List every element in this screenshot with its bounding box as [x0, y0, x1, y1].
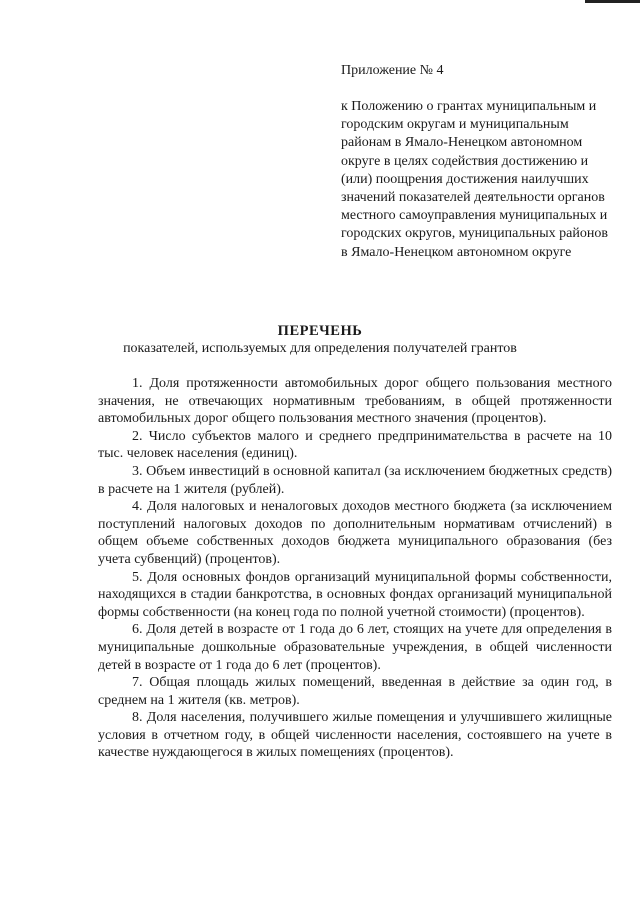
indicator-item-3: 3. Объем инвестиций в основной капитал (за исключением бюджетных средств) в расчете на 1 жителя (рублей). — [98, 463, 612, 497]
indicator-item-7: 7. Общая площадь жилых помещений, введенная в действие за один год, в среднем на 1 жителя (кв. метров). — [98, 675, 612, 708]
indicator-item-2: 2. Число субъектов малого и среднего предпринимательства в расчете на 10 тыс. человек населения (единиц). — [98, 428, 612, 462]
document-title: ПЕРЕЧЕНЬ — [277, 323, 363, 339]
appendix-reference: к Положению о грантах муниципальным и городским округам и муниципальным районам в Ямало-Ненецком автономном округе в целях содействия достижению и (или) поощрения достижения наилучших значений показателей деятельности органов местного самоуправления муниципальных и городских округов, муниципальных районов в Ямало-Ненецком автономном округе — [341, 99, 608, 260]
indicator-item-5: 5. Доля основных фондов организаций муниципальной формы собственности, находящихся в стадии банкротства, в основных фондах организаций муниципальной формы собственности (на конец года по полной учетной стоимости) (процентов). — [98, 569, 612, 620]
scan-corner-mark — [585, 0, 640, 3]
appendix-number: Приложение № 4 — [341, 63, 444, 78]
indicator-item-1: 1. Доля протяженности автомобильных дорог общего пользования местного значения, не отвечающих нормативным требованиям, в общей протяженности автомобильных дорог общего пользования местного значения (процентов). — [98, 376, 612, 427]
indicator-list — [98, 375, 612, 762]
document-subtitle: показателей, используемых для определения получателей грантов — [123, 341, 517, 356]
indicator-item-4: 4. Доля налоговых и неналоговых доходов местного бюджета (за исключением поступлений налоговых доходов по дополнительным нормативам отчислений) в общем объеме собственных доходов бюджета муниципального образования (без учета субвенций) (процентов). — [98, 499, 612, 567]
indicator-item-8: 8. Доля населения, получившего жилые помещения и улучшившего жилищные условия в отчетном году, в общей численности населения, состоявшего на учете в качестве нуждающегося в жилых помещениях (процентов). — [98, 710, 612, 761]
indicator-item-6: 6. Доля детей в возрасте от 1 года до 6 лет, стоящих на учете для определения в муниципальные дошкольные образовательные учреждения, в общей численности детей в возрасте от 1 года до 6 лет (процентов). — [98, 622, 612, 673]
